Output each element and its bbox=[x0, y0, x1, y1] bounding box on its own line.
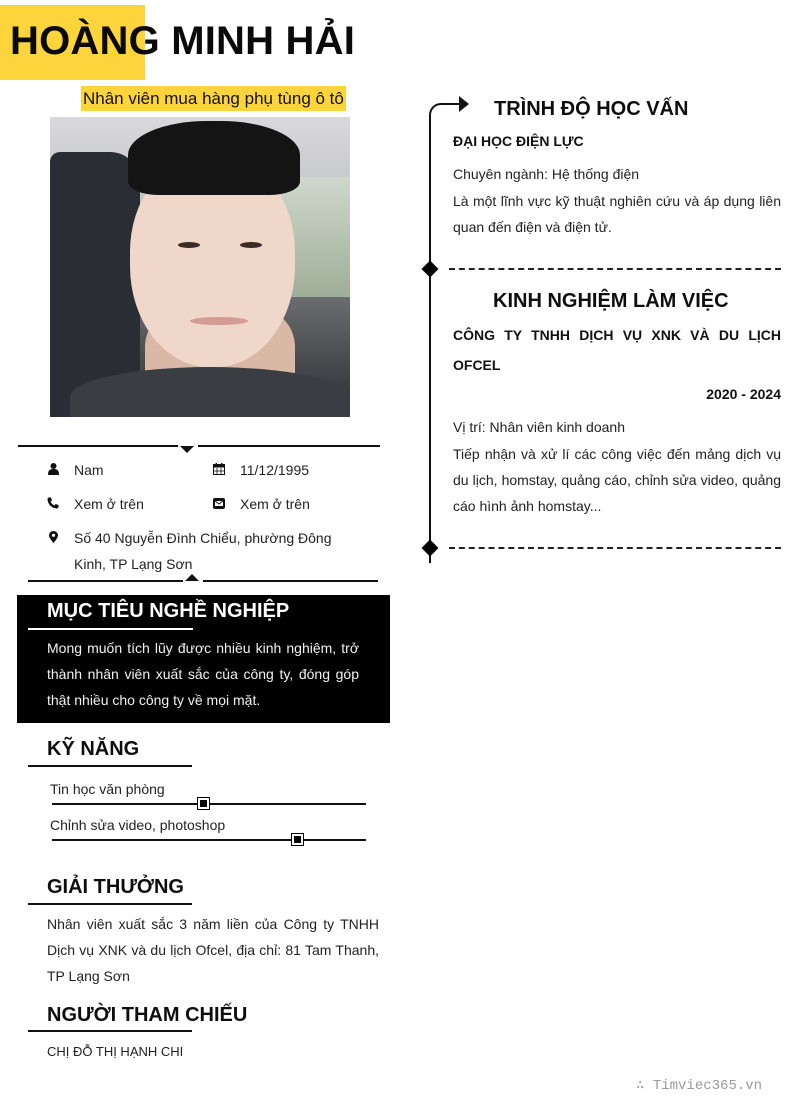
divider bbox=[18, 445, 178, 447]
phone-icon bbox=[47, 497, 59, 509]
skill-bar-handle[interactable] bbox=[198, 798, 209, 809]
timeline-line bbox=[429, 116, 431, 563]
education-major: Chuyên ngành: Hệ thống điện bbox=[453, 166, 640, 182]
envelope-icon bbox=[213, 497, 225, 509]
full-name: HOÀNG MINH HẢI bbox=[10, 19, 356, 63]
education-school: ĐẠI HỌC ĐIỆN LỰC bbox=[453, 133, 584, 149]
objective-title: MỤC TIÊU NGHỀ NGHIỆP bbox=[47, 600, 290, 622]
education-description: Là một lĩnh vực kỹ thuật nghiên cứu và áp dụng liên quan đến điện và điện tử. bbox=[453, 193, 781, 235]
education-title: TRÌNH ĐỘ HỌC VẤN bbox=[482, 92, 700, 126]
dashed-divider bbox=[449, 268, 781, 270]
experience-position: Vị trí: Nhân viên kinh doanh bbox=[453, 419, 625, 435]
references-title: NGƯỜI THAM CHIẾU bbox=[47, 1004, 248, 1026]
references-text: CHỊ ĐỖ THỊ HẠNH CHI bbox=[47, 1044, 184, 1059]
timeline-arrow-line bbox=[444, 103, 460, 105]
experience-title: KINH NGHIỆM LÀM VIỆC bbox=[481, 284, 741, 318]
title-underline bbox=[28, 1030, 192, 1032]
skill-label: Chỉnh sửa video, photoshop bbox=[50, 817, 226, 833]
objective-text: Mong muốn tích lũy được nhiều kinh nghiệm, trở thành nhân viên xuất sắc của công ty, đóng góp thật nhiều cho công ty về mọi mặt. bbox=[47, 640, 359, 708]
divider bbox=[198, 445, 380, 447]
timeline-curve bbox=[429, 103, 445, 119]
timeline-diamond bbox=[422, 261, 439, 278]
skill-bar[interactable] bbox=[52, 803, 366, 805]
title-underline bbox=[28, 765, 192, 767]
divider bbox=[203, 580, 378, 582]
experience-company: CÔNG TY TNHH DỊCH VỤ XNK VÀ DU LỊCH OFCEL bbox=[453, 327, 781, 373]
skills-title: KỸ NĂNG bbox=[47, 738, 140, 760]
calendar-icon bbox=[213, 463, 225, 475]
experience-period: 2020 - 2024 bbox=[706, 386, 781, 402]
job-title: Nhân viên mua hàng phụ tùng ô tô bbox=[81, 86, 346, 111]
experience-description: Tiếp nhận và xử lí các công việc đến mảng dịch vụ du lịch, homstay, quảng cáo, chỉnh sửa video, quảng cáo hình ảnh homstay... bbox=[453, 446, 781, 514]
awards-title: GIẢI THƯỞNG bbox=[47, 876, 184, 898]
profile-photo bbox=[50, 117, 350, 417]
skill-label: Tin học văn phòng bbox=[50, 781, 165, 797]
awards-text: Nhân viên xuất sắc 3 năm liền của Công ty TNHH Dịch vụ XNK và du lịch Ofcel, địa chỉ: 81 Tam Thanh, TP Lạng Sơn bbox=[47, 916, 379, 984]
objective-section bbox=[17, 595, 390, 723]
title-underline bbox=[28, 903, 192, 905]
timeline-diamond bbox=[422, 540, 439, 557]
user-icon bbox=[47, 463, 59, 475]
dashed-divider bbox=[449, 547, 781, 549]
skill-bar[interactable] bbox=[52, 839, 366, 841]
divider-arrow-down bbox=[180, 446, 194, 453]
map-marker-icon bbox=[47, 531, 59, 543]
title-underline bbox=[28, 628, 193, 630]
skill-bar-handle[interactable] bbox=[292, 834, 303, 845]
divider-arrow-up bbox=[185, 574, 199, 581]
watermark: ∴ Timviec365.vn bbox=[636, 1078, 763, 1094]
divider bbox=[28, 580, 183, 582]
arrow-right-icon bbox=[459, 96, 469, 112]
